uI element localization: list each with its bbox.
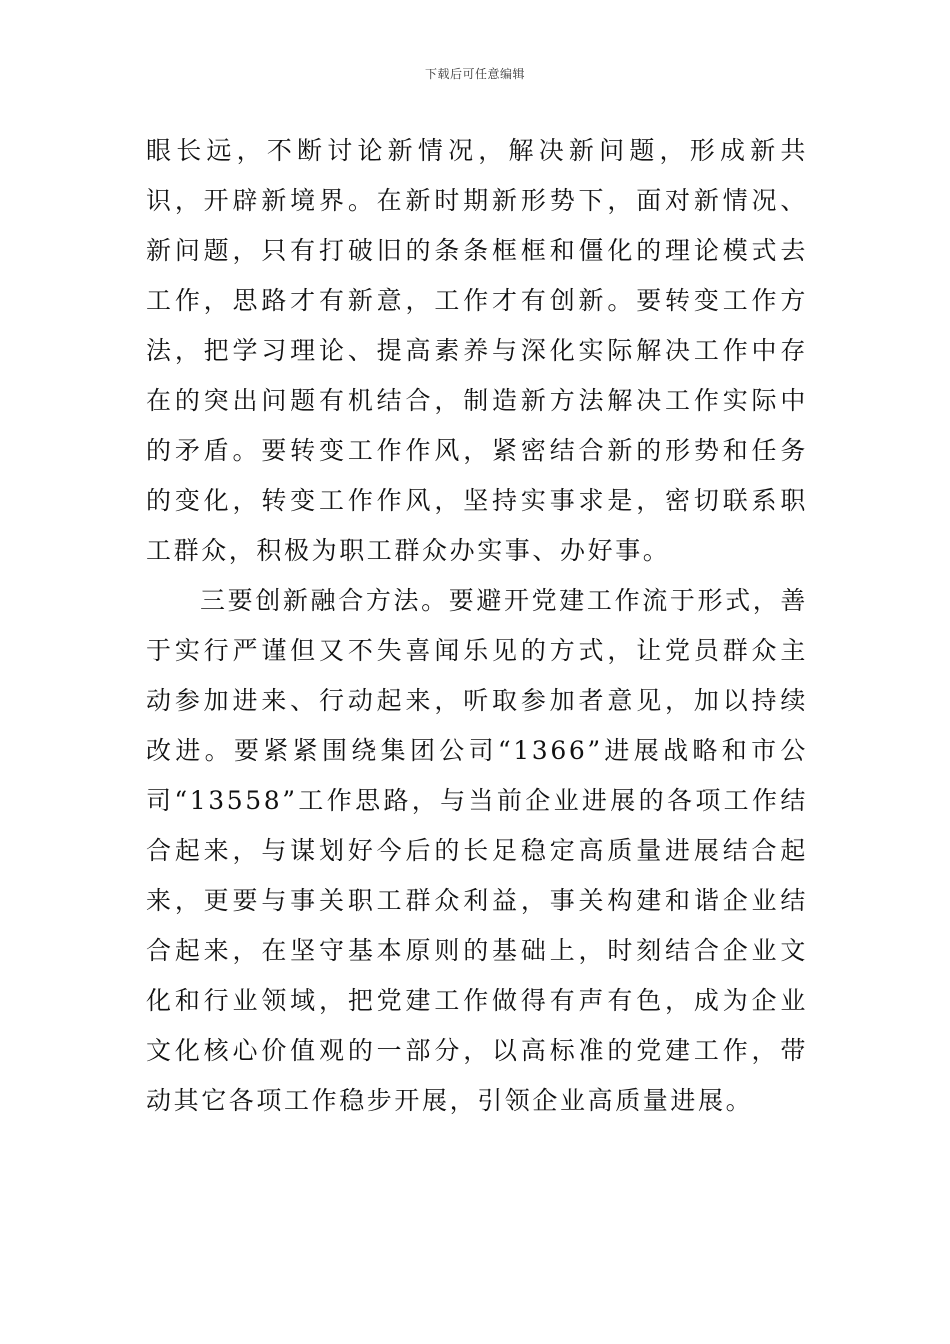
document-body (146, 126, 808, 1126)
page-header-note: 下载后可任意编辑 (424, 67, 525, 81)
paragraph-continuation: 眼长远，不断讨论新情况，解决新问题，形成新共识，开辟新境界。在新时期新形势下，面对新情况、新问题，只有打破旧的条条框框和僵化的理论模式去工作，思路才有新意，工作才有创新。要转变工作方法，把学习理论、提高素养与深化实际解决工作中存在的突出问题有机结合，制造新方法解决工作实际中的矛盾。要转变工作作风，紧密结合新的形势和任务的变化，转变工作作风，坚持实事求是，密切联系职工群众，积极为职工群众办实事、办好事。 (146, 136, 808, 565)
paragraph-innovation-methods: 三要创新融合方法。要避开党建工作流于形式，善于实行严谨但又不失喜闻乐见的方式，让党员群众主动参加进来、行动起来，听取参加者意见，加以持续改进。要紧紧围绕集团公司“1366”进展战略和市公司“13558”工作思路，与当前企业进展的各项工作结合起来，与谋划好今后的长足稳定高质量进展结合起来，更要与事关职工群众利益，事关构建和谐企业结合起来，在坚守基本原则的基础上，时刻结合企业文化和行业领域，把党建工作做得有声有色，成为企业文化核心价值观的一部分，以高标准的党建工作，带动其它各项工作稳步开展，引领企业高质量进展。 (146, 586, 808, 1115)
